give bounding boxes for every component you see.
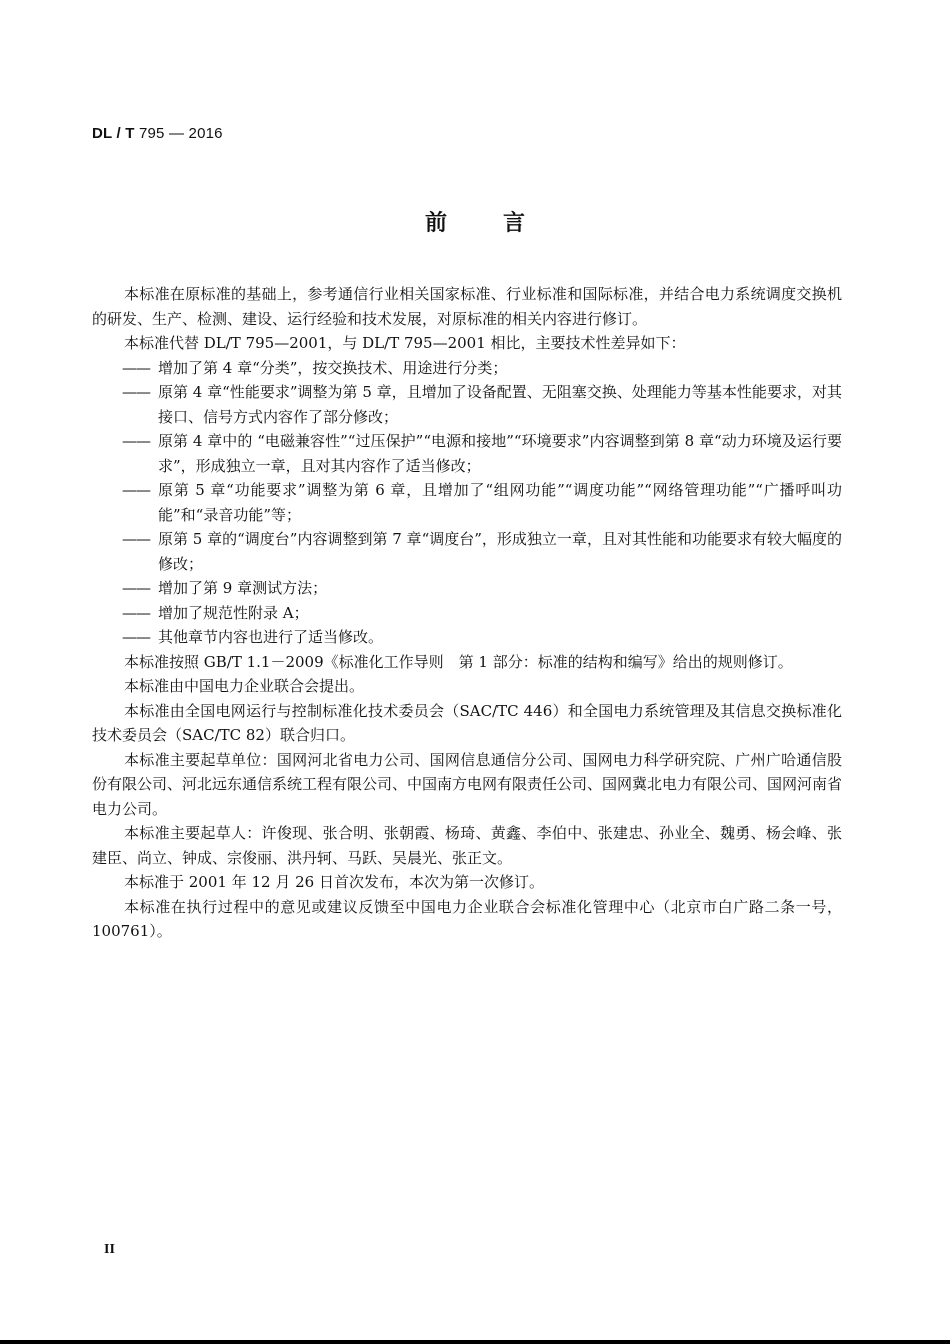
dash-mark: —— xyxy=(122,628,150,646)
change-item-text: 原第 4 章中的 “电磁兼容性”“过压保护”“电源和接地”“环境要求”内容调整到第 8 章“动力环境及运行要求”，形成独立一章，且对其内容作了适当修改； xyxy=(158,432,842,475)
dash-mark: —— xyxy=(122,358,150,377)
change-item-text: 原第 5 章“功能要求”调整为第 6 章，且增加了“组网功能”“调度功能”“网络管理功能”“广播呼叫功能”和“录音功能”等； xyxy=(158,481,842,524)
foreword-body xyxy=(92,282,842,944)
change-item-text: 其他章节内容也进行了适当修改。 xyxy=(158,628,384,646)
dash-mark: —— xyxy=(122,383,150,401)
paragraph-proposer: 本标准由中国电力企业联合会提出。 xyxy=(124,677,365,695)
title-char-right: 言 xyxy=(503,211,526,236)
change-item xyxy=(92,576,842,601)
standard-code-number: 795 — 2016 xyxy=(134,125,223,142)
change-item-text: 增加了规范性附录 A； xyxy=(158,603,309,622)
standard-code-prefix: DL / T xyxy=(92,125,135,142)
dash-mark: —— xyxy=(122,481,150,499)
change-item xyxy=(92,625,842,650)
change-item xyxy=(92,429,842,478)
dash-mark: —— xyxy=(122,579,150,597)
change-item xyxy=(92,527,842,576)
page-number: II xyxy=(104,1242,115,1257)
paragraph-drafting-rules: 本标准按照 GB/T 1.1－2009《标准化工作导则 第 1 部分：标准的结构和编写》给出的规则修订。 xyxy=(124,652,793,671)
change-item-text: 原第 5 章的“调度台”内容调整到第 7 章“调度台”，形成独立一章，且对其性能和功能要求有较大幅度的修改； xyxy=(158,530,842,573)
paragraph-committee: 本标准由全国电网运行与控制标准化技术委员会（SAC/TC 446）和全国电力系统管理及其信息交换标准化技术委员会（SAC/TC 82）联合归口。 xyxy=(92,701,842,744)
standard-code xyxy=(92,125,223,142)
change-item-text: 增加了第 4 章“分类”，按交换技术、用途进行分类； xyxy=(158,358,508,377)
page-title xyxy=(0,206,950,237)
paragraph-feedback: 本标准在执行过程中的意见或建议反馈至中国电力企业联合会标准化管理中心（北京市白广路二条一号，100761）。 xyxy=(92,897,842,940)
dash-mark: —— xyxy=(122,603,150,622)
dash-mark: —— xyxy=(122,432,150,450)
change-item xyxy=(92,356,842,381)
paragraph-drafters: 本标准主要起草人：许俊现、张合明、张朝霞、杨琦、黄鑫、李伯中、张建忠、孙业全、魏勇、杨会峰、张建臣、尚立、钟成、宗俊丽、洪丹轲、马跃、吴晨光、张正文。 xyxy=(92,824,842,867)
paragraph-publication: 本标准于 2001 年 12 月 26 日首次发布，本次为第一次修订。 xyxy=(124,873,544,891)
change-item-text: 原第 4 章“性能要求”调整为第 5 章，且增加了设备配置、无阻塞交换、处理能力等基本性能要求，对其接口、信号方式内容作了部分修改； xyxy=(158,383,842,426)
bottom-border xyxy=(0,1340,950,1344)
dash-mark: —— xyxy=(122,530,150,548)
change-item-text: 增加了第 9 章测试方法； xyxy=(158,579,328,597)
title-char-left: 前 xyxy=(424,211,447,236)
paragraph-drafting-units: 本标准主要起草单位：国网河北省电力公司、国网信息通信分公司、国网电力科学研究院、广州广哈通信股份有限公司、河北远东通信系统工程有限公司、中国南方电网有限责任公司、国网冀北电力有限公司、国网河南省电力公司。 xyxy=(92,750,843,818)
change-item xyxy=(92,601,842,626)
paragraph-intro: 本标准在原标准的基础上，参考通信行业相关国家标准、行业标准和国际标准，并结合电力系统调度交换机的研发、生产、检测、建设、运行经验和技术发展，对原标准的相关内容进行修订。 xyxy=(92,285,842,328)
change-item xyxy=(92,380,842,429)
paragraph-replaces: 本标准代替 DL/T 795—2001，与 DL/T 795—2001 相比，主要技术性差异如下： xyxy=(124,334,686,352)
change-item xyxy=(92,478,842,527)
